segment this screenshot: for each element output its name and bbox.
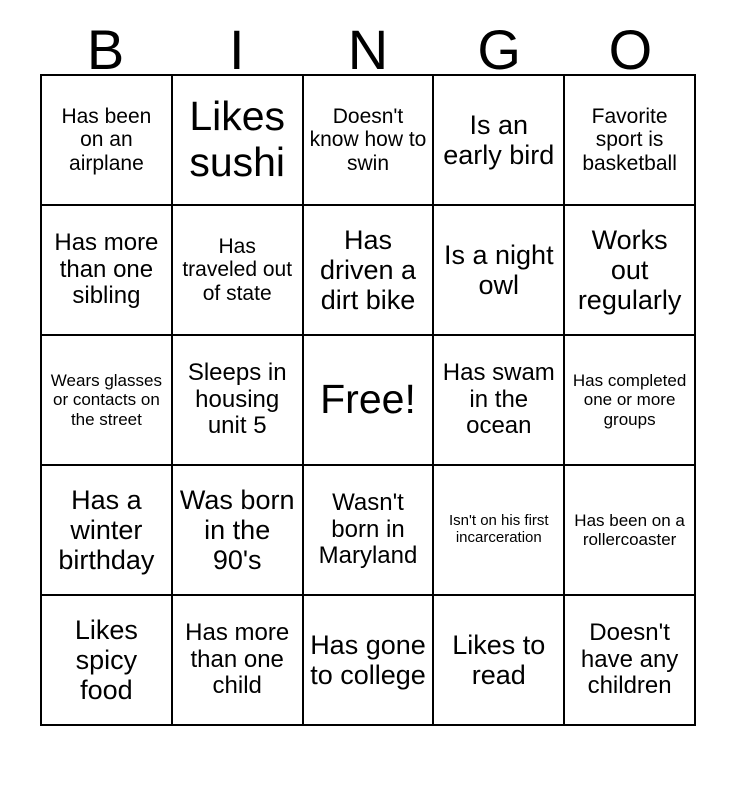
header-letter-i: I bbox=[229, 18, 245, 81]
header-letter-o: O bbox=[608, 18, 653, 81]
bingo-cell-text: Sleeps in housing unit 5 bbox=[187, 358, 287, 440]
bingo-cell[interactable] bbox=[565, 206, 696, 336]
bingo-cell-text: Likes to read bbox=[452, 629, 546, 690]
bingo-cell-text: Has driven a dirt bike bbox=[319, 224, 417, 316]
bingo-cell[interactable] bbox=[434, 336, 565, 466]
bingo-cell-text: Works out regularly bbox=[577, 224, 682, 316]
bingo-cell-text: Has more than one child bbox=[185, 618, 290, 700]
bingo-cell-text: Doesn't know how to swin bbox=[309, 104, 427, 175]
bingo-cell-free[interactable] bbox=[304, 336, 435, 466]
bingo-cell[interactable] bbox=[565, 596, 696, 726]
bingo-cell[interactable] bbox=[304, 76, 435, 206]
bingo-cell[interactable] bbox=[434, 206, 565, 336]
bingo-cell-text: Likes spicy food bbox=[74, 614, 138, 706]
bingo-cell[interactable] bbox=[434, 596, 565, 726]
bingo-cell-text: Is an early bird bbox=[443, 109, 555, 170]
bingo-cell[interactable] bbox=[42, 596, 173, 726]
bingo-cell[interactable] bbox=[304, 206, 435, 336]
bingo-cell[interactable] bbox=[304, 596, 435, 726]
bingo-cell-text: Was born in the 90's bbox=[179, 484, 295, 576]
bingo-cell-text: Has gone to college bbox=[310, 629, 426, 690]
bingo-cell-text: Is a night owl bbox=[444, 239, 554, 300]
bingo-cell-text: Free! bbox=[320, 376, 416, 423]
bingo-cell-text: Likes sushi bbox=[189, 93, 286, 185]
header-letter-b: B bbox=[86, 18, 125, 81]
bingo-cell-text: Has a winter birthday bbox=[58, 484, 155, 576]
bingo-cell[interactable] bbox=[173, 596, 304, 726]
bingo-cell[interactable] bbox=[565, 466, 696, 596]
bingo-cell-text: Has completed one or more groups bbox=[572, 371, 687, 429]
header-letter-g: G bbox=[477, 18, 521, 81]
bingo-cell-text: Isn't on his first incarceration bbox=[449, 512, 549, 546]
header-letter-n: N bbox=[347, 18, 389, 81]
bingo-cell[interactable] bbox=[565, 336, 696, 466]
bingo-cell[interactable] bbox=[173, 206, 304, 336]
bingo-cell[interactable] bbox=[42, 336, 173, 466]
bingo-cell-text: Has swam in the ocean bbox=[442, 358, 555, 440]
bingo-cell[interactable] bbox=[434, 466, 565, 596]
bingo-cell[interactable] bbox=[173, 76, 304, 206]
bingo-cell-text: Wasn't born in Maryland bbox=[318, 488, 418, 570]
bingo-cell-text: Doesn't have any children bbox=[580, 618, 679, 700]
bingo-cell[interactable] bbox=[565, 76, 696, 206]
bingo-header bbox=[40, 0, 696, 81]
bingo-cell[interactable] bbox=[173, 336, 304, 466]
bingo-grid bbox=[40, 74, 696, 726]
bingo-cell[interactable] bbox=[42, 466, 173, 596]
bingo-cell-text: Has traveled out of state bbox=[182, 234, 293, 305]
bingo-cell[interactable] bbox=[434, 76, 565, 206]
bingo-cell-text: Has been on an airplane bbox=[61, 104, 152, 175]
bingo-cell[interactable] bbox=[304, 466, 435, 596]
bingo-cell-text: Has more than one sibling bbox=[54, 228, 159, 310]
bingo-cell-text: Wears glasses or contacts on the street bbox=[50, 371, 162, 429]
bingo-cell[interactable] bbox=[42, 206, 173, 336]
bingo-cell-text: Has been on a rollercoaster bbox=[574, 510, 685, 549]
bingo-cell[interactable] bbox=[173, 466, 304, 596]
bingo-cell-text: Favorite sport is basketball bbox=[582, 104, 677, 175]
bingo-cell[interactable] bbox=[42, 76, 173, 206]
